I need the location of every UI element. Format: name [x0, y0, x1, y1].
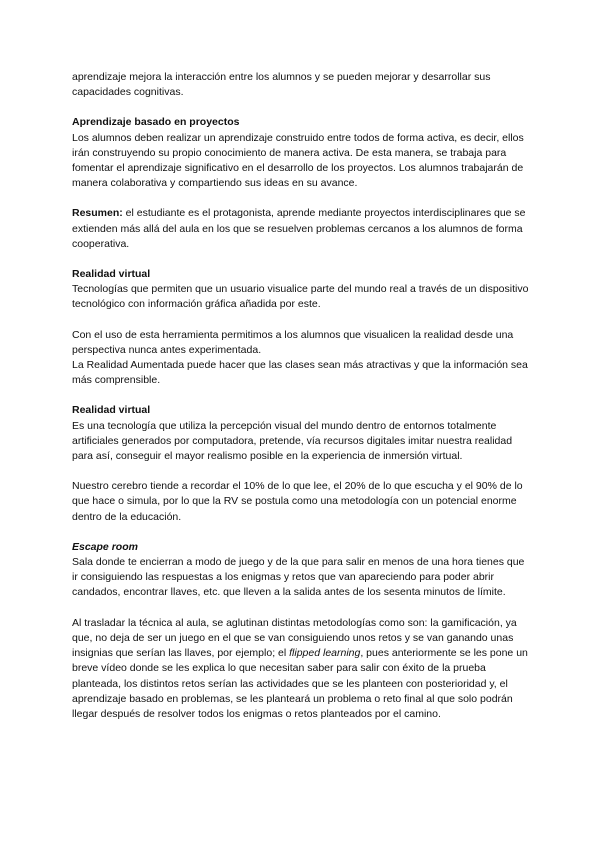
escape-room-paragraph-2 [72, 616, 530, 722]
realidad-virtual-extra-section [72, 479, 530, 525]
escape-room-paragraph: Sala donde te encierran a modo de juego y de la que para salir en menos de una hora tienes que ir consiguiendo las respuestas a los enigmas y retos que van apareciendo para poder abrir candados, encontrar llaves, etc. que lleven a la salida antes de los sesenta minutos de límite. [72, 556, 525, 599]
realidad-aumentada-section [72, 267, 530, 313]
realidad-virtual-paragraph-2: Nuestro cerebro tiende a recordar el 10% de lo que lee, el 20% de lo que escucha y el 90% de lo que hace o simula, por lo que la RV se postula como una metodología con un potencial enorme dentro de la educación. [72, 480, 523, 523]
proyectos-paragraph: Los alumnos deben realizar un aprendizaje construido entre todos de forma activa, es decir, ellos irán construyendo su propio conocimiento de manera activa. De esta manera, se trabaja para fomentar el aprendizaje significativo en el desarrollo de los proyectos. Los alumnos trabajarán de manera colaborativa y compartiendo sus ideas en su avance. [72, 131, 524, 190]
escape-room-section [72, 540, 530, 601]
flipped-learning-term: flipped learning [289, 647, 361, 660]
resumen-paragraph [72, 206, 530, 252]
intro-section [72, 70, 530, 100]
resumen-text: el estudiante es el protagonista, aprende mediante proyectos interdisciplinares que se extienden más allá del aula en los que se resuelven problemas cercanos a los alumnos de forma cooperativa. [72, 207, 526, 250]
realidad-virtual-paragraph: Es una tecnología que utiliza la percepción visual del mundo dentro de entornos totalmente artificiales generados por computadora, pretende, vía recursos digitales imitar nuestra realidad para así, conseguir el mayor realismo posible en la experiencia de inmersión virtual. [72, 419, 513, 463]
realidad-virtual-heading: Realidad virtual [72, 404, 151, 417]
realidad-aumentada-paragraph-2: Con el uso de esta herramienta permitimos a los alumnos que visualicen la realidad desde una perspectiva nunca antes experimentada. [72, 328, 514, 356]
document-page [72, 70, 530, 737]
escape-room-extra-section [72, 616, 530, 722]
proyectos-section [72, 115, 530, 191]
escape-room-heading: Escape room [72, 540, 138, 553]
resumen-label: Resumen: [72, 207, 123, 220]
realidad-aumentada-paragraph-3: La Realidad Aumentada puede hacer que las clases sean más atractivas y que la información sea más comprensible. [72, 359, 528, 387]
escape-room-paragraph-2-start: Al trasladar la técnica al aula, se aglutinan distintas metodologías como son: la gamificación, ya que, no deja de ser un juego en el que se van consiguiendo unos retos y se van ganando unas insignias que serían las llaves, por ejemplo; el [72, 616, 517, 660]
realidad-aumentada-heading: Realidad virtual [72, 268, 151, 281]
intro-paragraph: aprendizaje mejora la interacción entre los alumnos y se pueden mejorar y desarrollar sus capacidades cognitivas. [72, 71, 491, 99]
proyectos-heading: Aprendizaje basado en proyectos [72, 116, 240, 129]
realidad-aumentada-paragraph: Tecnologías que permiten que un usuario visualice parte del mundo real a través de un dispositivo tecnológico con información gráfica añadida por este. [72, 283, 529, 311]
escape-room-paragraph-2-end: , pues anteriormente se les pone un breve vídeo donde se les explica lo que necesitan saber para salir con éxito de la prueba planteada, los distintos retos serían las actividades que se les planteen con posterioridad y, el aprendizaje basado en problemas, se les planteará un problema o reto final al que solo podrán llegar después de resolver todos los enigmas o retos planteados por el camino. [72, 647, 528, 720]
resumen-section [72, 206, 530, 252]
realidad-aumentada-extra-section [72, 328, 530, 389]
realidad-virtual-section [72, 403, 530, 464]
